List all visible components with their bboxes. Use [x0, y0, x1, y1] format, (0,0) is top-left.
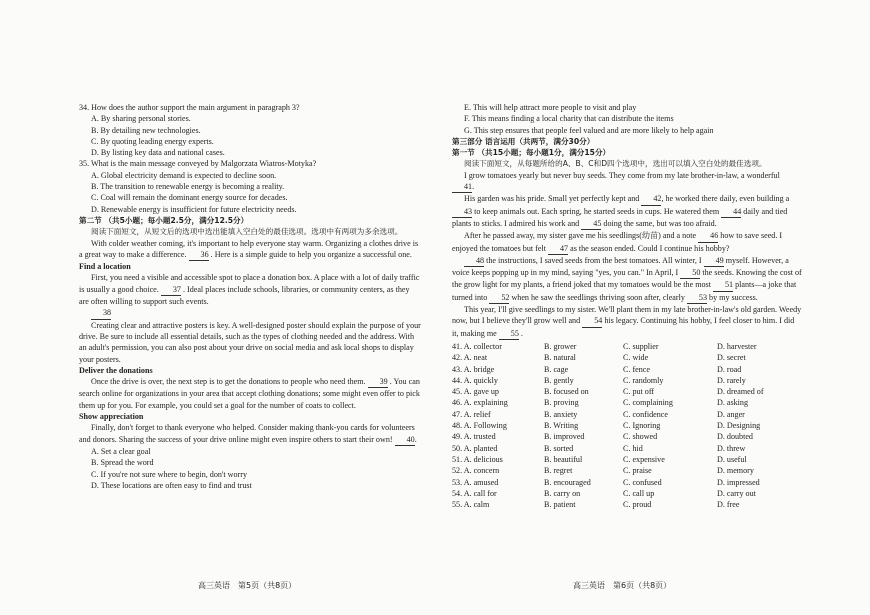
- choice-a: 50. A. planted: [452, 443, 498, 453]
- choice-b: B. carry on: [544, 488, 581, 498]
- section-instruction: 阅读下面短文，从短文后的选项中选出能填入空白处的最佳选项。选项中有两项为多余选项。: [91, 227, 403, 237]
- text: .: [472, 182, 475, 192]
- choice-c: C. put off: [623, 387, 655, 397]
- part-heading: 第三部分 语言运用（共两节，满分30分）: [452, 136, 595, 146]
- choice-d: D. asking: [717, 398, 749, 408]
- text: as the season ended. Could I continue his hobby?: [570, 243, 730, 253]
- choice-b: B. regret: [544, 466, 573, 476]
- text: by my success.: [709, 292, 758, 302]
- text: . Ideal places include schools, libraries, or community centers, as they are often willing to support such events.: [79, 284, 410, 307]
- choice-c: C. expensive: [623, 454, 665, 464]
- text: Finally, don't forget to thank everyone who helped. Consider making thank-you cards for volunteers and donors. Sharing the success of your drive online might even inspire others to start their own!: [79, 423, 415, 444]
- blank-43: 43: [452, 206, 472, 218]
- choice-d: D. useful: [717, 454, 747, 464]
- choice-a: 52. A. concern: [452, 466, 500, 476]
- blank-39: 39: [368, 376, 388, 388]
- question-34: 34. How does the author support the main argument in paragraph 3?: [79, 103, 300, 112]
- blank-55: 55: [499, 328, 519, 340]
- choice-d: D. free: [717, 500, 740, 510]
- choice-a: 53. A. amused: [452, 477, 499, 487]
- choice-a: 49. A. trusted: [452, 432, 496, 442]
- choice-c: C. complaining: [623, 398, 673, 408]
- option: C. By quoting leading energy experts.: [91, 136, 214, 146]
- blank-37: 37: [161, 284, 181, 296]
- passage-paragraph: [79, 272, 421, 307]
- choice-c: C. praise: [623, 466, 652, 476]
- choice-d: D. doubted: [717, 432, 753, 442]
- text: plants—a joke that turned into: [452, 280, 797, 302]
- left-column: [79, 102, 421, 491]
- page-footer: 高三英语 第5页（共8页）: [198, 581, 297, 590]
- option: B. Spread the word: [91, 458, 154, 468]
- blank-41: 41: [452, 181, 472, 193]
- choice-b: B. improved: [544, 432, 585, 442]
- text: .: [414, 434, 417, 444]
- text: myself. However, a voice keeps popping up in my mind, saying "yes, you can." In April, I: [452, 255, 789, 278]
- passage-paragraph: [452, 193, 802, 230]
- choice-c: C. confused: [623, 477, 662, 487]
- choice-d: D. anger: [717, 409, 745, 419]
- blank-40: 40: [395, 434, 415, 446]
- choice-a: 48. A. Following: [452, 421, 507, 431]
- passage-paragraph: [452, 170, 802, 194]
- choice-a: 46. A. explaining: [452, 398, 508, 408]
- choice-d: D. impressed: [717, 477, 760, 487]
- passage-paragraph: [452, 230, 802, 255]
- option: D. Renewable energy is insufficient for future electricity needs.: [91, 204, 297, 214]
- question-35: 35. What is the main message conveyed by Malgorzata Wiatros-Motyka?: [79, 159, 317, 169]
- choice-a: 45. A. gave up: [452, 387, 499, 397]
- passage-paragraph: [79, 238, 421, 262]
- choice-d: D. rarely: [717, 375, 746, 385]
- text: .: [520, 328, 523, 338]
- text: This year, I'll give seedlings to my sister. We'll plant them in my late brother-in-law's old garden. Weedy now, but I believe they'll grow well and: [452, 305, 802, 326]
- choice-b: B. anxiety: [544, 409, 578, 419]
- blank-47: 47: [548, 243, 568, 255]
- answer-choices-grid: [452, 341, 802, 510]
- text: doing the same, but was too afraid.: [603, 218, 717, 228]
- choice-d: D. harvester: [717, 341, 757, 351]
- text: daily and tied plants to sticks. I admired his work and: [452, 206, 788, 228]
- text: . Here is a simple guide to help you organize a successful one.: [210, 249, 412, 259]
- text: After he passed away, my sister gave me his seedlings(幼苗) and a note: [464, 231, 697, 241]
- choice-b: B. sorted: [544, 443, 574, 453]
- text: the seeds. Knowing the cost of the grow light for my plants, a friend joked that my tomatoes would be the most: [452, 268, 802, 290]
- choice-a: 43. A. bridge: [452, 364, 495, 374]
- text: . You can search online for organizations in your area that accept clothing donations; some might even offer to pick them up for you. For example, you could set a goal for the number of coats to collect.: [79, 377, 420, 410]
- choice-b: B. focused on: [544, 387, 589, 397]
- option: B. By detailing new technologies.: [91, 125, 201, 135]
- choice-d: D. secret: [717, 353, 746, 363]
- blank-48: 48: [464, 255, 484, 267]
- choice-c: C. supplier: [623, 341, 659, 351]
- choice-c: C. randomly: [623, 375, 664, 385]
- blank-49: 49: [704, 255, 724, 267]
- choice-b: B. proving: [544, 398, 579, 408]
- choice-a: 51. A. delicious: [452, 454, 503, 464]
- text: when he saw the seedlings thriving soon after, clearly: [511, 292, 685, 302]
- option: G. This step ensures that people feel valued and are more likely to help again: [464, 125, 714, 135]
- option: E. This will help attract more people to visit and play: [464, 103, 637, 112]
- choice-b: B. natural: [544, 353, 576, 363]
- choice-c: C. showed: [623, 432, 658, 442]
- choice-c: C. hid: [623, 443, 643, 453]
- blank-53: 53: [687, 292, 707, 304]
- passage-paragraph: [452, 255, 802, 304]
- passage-heading: Show appreciation: [79, 412, 144, 422]
- blank-38: 38: [91, 307, 111, 319]
- option: D. These locations are often easy to find and trust: [91, 480, 252, 490]
- text: First, you need a visible and accessible spot to place a donation box. A place with a lot of daily traffic is usually a good choice.: [79, 273, 420, 294]
- choice-a: 44. A. quickly: [452, 375, 498, 385]
- choice-a: 54. A. call for: [452, 488, 497, 498]
- text: to keep animals out. Each spring, he started seeds in cups. He watered them: [474, 206, 720, 216]
- choice-a: 55. A. calm: [452, 500, 490, 510]
- text: , he worked there daily, even building a: [661, 194, 790, 204]
- blank-36: 36: [189, 249, 209, 261]
- passage-paragraph: [452, 304, 802, 340]
- choice-c: C. confidence: [623, 409, 668, 419]
- choice-d: D. memory: [717, 466, 754, 476]
- passage-heading: Find a location: [79, 262, 131, 272]
- choice-b: B. cage: [544, 364, 569, 374]
- text: Once the drive is over, the next step is to get the donations to people who need them.: [91, 377, 366, 387]
- section-instruction: 阅读下面短文，从每题所给的A、B、C和D四个选项中，选出可以填入空白处的最佳选项。: [464, 159, 767, 169]
- choice-c: C. wide: [623, 353, 649, 363]
- option: D. By listing key data and national cases.: [91, 148, 225, 158]
- blank-45: 45: [581, 218, 601, 230]
- choice-c: C. fence: [623, 364, 650, 374]
- choice-b: B. beautiful: [544, 454, 583, 464]
- blank-50: 50: [680, 267, 700, 279]
- option: F. This means finding a local charity that can distribute the items: [464, 114, 674, 124]
- blank-51: 51: [713, 279, 733, 291]
- text: the instructions, I saved seeds from the best tomatoes. All winter, I: [486, 255, 702, 265]
- choice-b: B. Writing: [544, 421, 579, 431]
- choice-c: C. Ignoring: [623, 421, 661, 431]
- choice-a: 42. A. neat: [452, 353, 488, 363]
- section-heading: 第二节 （共5小题；每小题2.5分，满分12.5分）: [79, 215, 249, 225]
- section-heading: 第一节 （共15小题；每小题1分，满分15分）: [452, 148, 611, 158]
- choice-b: B. grower: [544, 341, 577, 351]
- blank-44: 44: [721, 206, 741, 218]
- option: C. Coal will remain the dominant energy source for decades.: [91, 193, 288, 203]
- passage-paragraph: [79, 307, 421, 319]
- text: I grow tomatoes yearly but never buy seeds. They come from my late brother-in-law, a wonderful: [464, 170, 780, 180]
- choice-b: B. patient: [544, 500, 576, 510]
- choice-d: D. threw: [717, 443, 746, 453]
- blank-42: 42: [641, 193, 661, 205]
- choice-c: C. proud: [623, 500, 652, 510]
- text: With colder weather coming, it's important to help everyone stay warm. Organizing a clothes drive is a great way to make a difference.: [79, 238, 419, 259]
- option: A. Global electricity demand is expected to decline soon.: [91, 170, 277, 180]
- choice-d: D. Designing: [717, 421, 761, 431]
- choice-a: 41. A. collector: [452, 341, 502, 351]
- passage-paragraph: Creating clear and attractive posters is key. A well-designed poster should explain the purpose of your drive. Be sure to include all essential details, such as the types of clothing needed and the address. With an adult's permission, you can also post about your drive on social media and ask local shops to display your posters.: [79, 320, 421, 364]
- blank-46: 46: [698, 230, 718, 242]
- option: C. If you're not sure where to begin, don't worry: [91, 469, 247, 479]
- option: A. Set a clear goal: [91, 446, 151, 456]
- text: his legacy. Continuing his hobby, I feel closer to him. I did it, making me: [452, 316, 795, 338]
- passage-paragraph: [79, 422, 421, 446]
- text: His garden was his pride. Small yet perfectly kept and: [464, 194, 640, 204]
- choice-a: 47. A. relief: [452, 409, 491, 419]
- choice-d: D. road: [717, 364, 742, 374]
- option: A. By sharing personal stories.: [91, 114, 191, 124]
- passage-heading: Deliver the donations: [79, 365, 153, 375]
- choice-c: C. call up: [623, 488, 655, 498]
- right-column: [452, 102, 802, 510]
- blank-54: 54: [582, 315, 602, 327]
- option: B. The transition to renewable energy is becoming a reality.: [91, 182, 285, 192]
- choice-b: B. gently: [544, 375, 574, 385]
- choice-b: B. encouraged: [544, 477, 591, 487]
- passage-paragraph: [79, 376, 421, 411]
- page-footer: 高三英语 第6页（共8页）: [573, 581, 672, 590]
- choice-d: D. dreamed of: [717, 387, 764, 397]
- text: how to save seed. I enjoyed the tomatoes but felt: [452, 231, 783, 253]
- choice-d: D. carry out: [717, 488, 756, 498]
- blank-52: 52: [489, 292, 509, 304]
